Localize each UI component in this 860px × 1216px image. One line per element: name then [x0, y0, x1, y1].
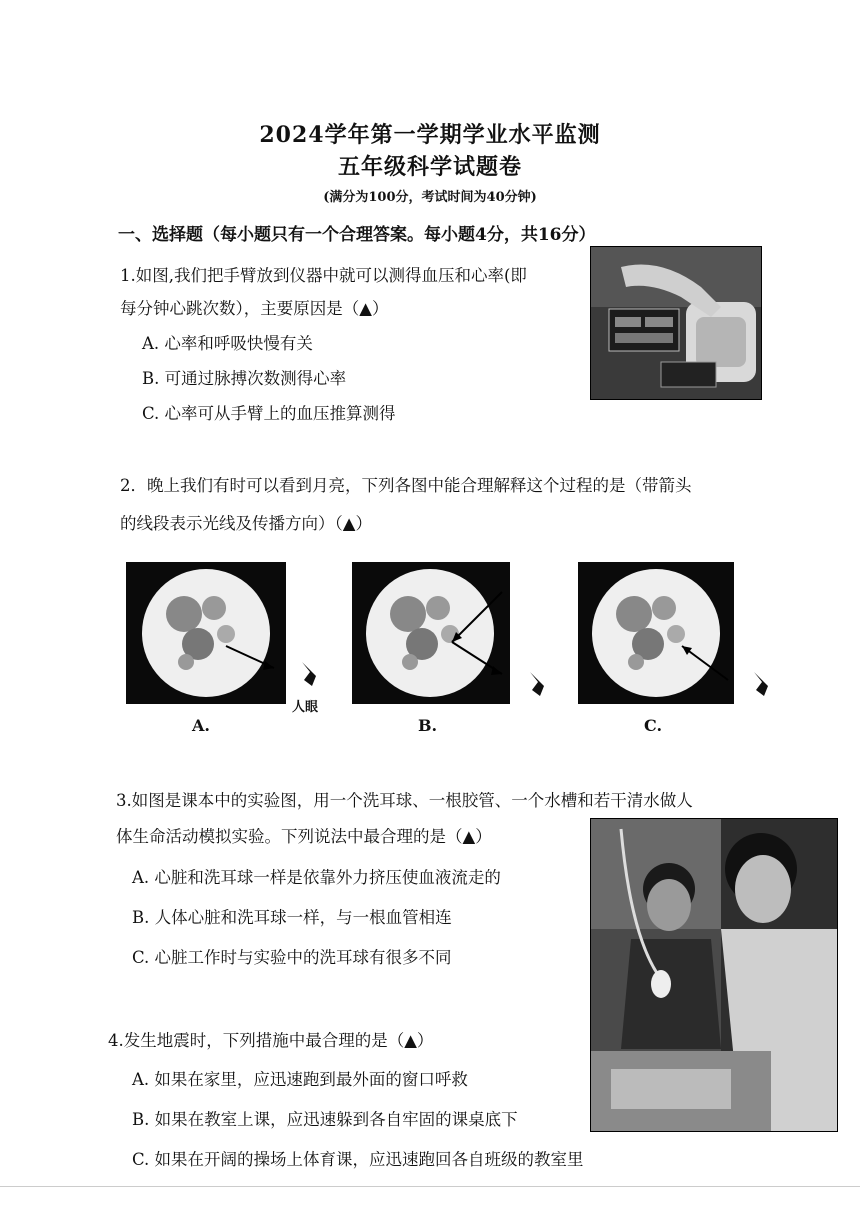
q2-label-b: B. [418, 716, 438, 735]
q4-option-b: B. 如果在教室上课，应迅速躲到各自牢固的课桌底下 [132, 1110, 518, 1129]
q4-option-a: A. 如果在家里，应迅速跑到最外面的窗口呼救 [132, 1070, 468, 1089]
q3-option-b: B. 人体心脏和洗耳球一样，与一根血管相连 [132, 908, 452, 927]
q2-stem-line1: 2．晚上我们有时可以看到月亮，下列各图中能合理解释这个过程的是（带箭头 [120, 476, 692, 495]
exam-title: 2024学年第一学期学业水平监测 [259, 122, 601, 148]
q4-stem: 4.发生地震时，下列措施中最合理的是（▲） [108, 1031, 434, 1050]
q3-option-c: C. 心脏工作时与实验中的洗耳球有很多不同 [132, 948, 452, 967]
q1-stem-line2: 每分钟心跳次数），主要原因是（▲） [120, 299, 389, 318]
exam-note: (满分为100分，考试时间为40分钟) [323, 190, 537, 205]
q3-stem-line2: 体生命活动模拟实验。下列说法中最合理的是（▲） [116, 827, 492, 846]
q2-eye-icon-a [296, 658, 322, 694]
q1-option-c: C. 心率可从手臂上的血压推算测得 [142, 404, 396, 423]
page-divider [0, 1186, 860, 1187]
q2-moon-figure-c [578, 562, 734, 704]
q3-stem-line1: 3.如图是课本中的实验图，用一个洗耳球、一根胶管、一个水槽和若干清水做人 [116, 791, 693, 810]
q2-eye-icon-b [524, 668, 550, 704]
q2-moon-figure-a [126, 562, 286, 704]
q2-moon-figure-b [352, 562, 510, 704]
q2-label-c: C. [644, 716, 663, 735]
q1-option-b: B. 可通过脉搏次数测得心率 [142, 369, 347, 388]
q1-blood-pressure-photo [590, 246, 762, 400]
q2-eye-icon-c [748, 668, 774, 704]
q3-option-a: A. 心脏和洗耳球一样是依靠外力挤压使血液流走的 [132, 868, 501, 887]
section-heading: 一、选择题（每小题只有一个合理答案。每小题4分，共16分） [118, 225, 596, 245]
q4-option-c: C. 如果在开阔的操场上体育课，应迅速跑回各自班级的教室里 [132, 1150, 584, 1169]
q1-stem-line1: 1.如图,我们把手臂放到仪器中就可以测得血压和心率(即 [120, 266, 527, 285]
q3-experiment-photo [590, 818, 838, 1132]
exam-subtitle: 五年级科学试题卷 [337, 154, 522, 180]
q2-stem-line2: 的线段表示光线及传播方向）（▲） [120, 514, 372, 533]
q2-eye-label: 人眼 [292, 700, 319, 715]
q2-label-a: A. [192, 716, 210, 735]
q1-option-a: A. 心率和呼吸快慢有关 [142, 334, 313, 353]
